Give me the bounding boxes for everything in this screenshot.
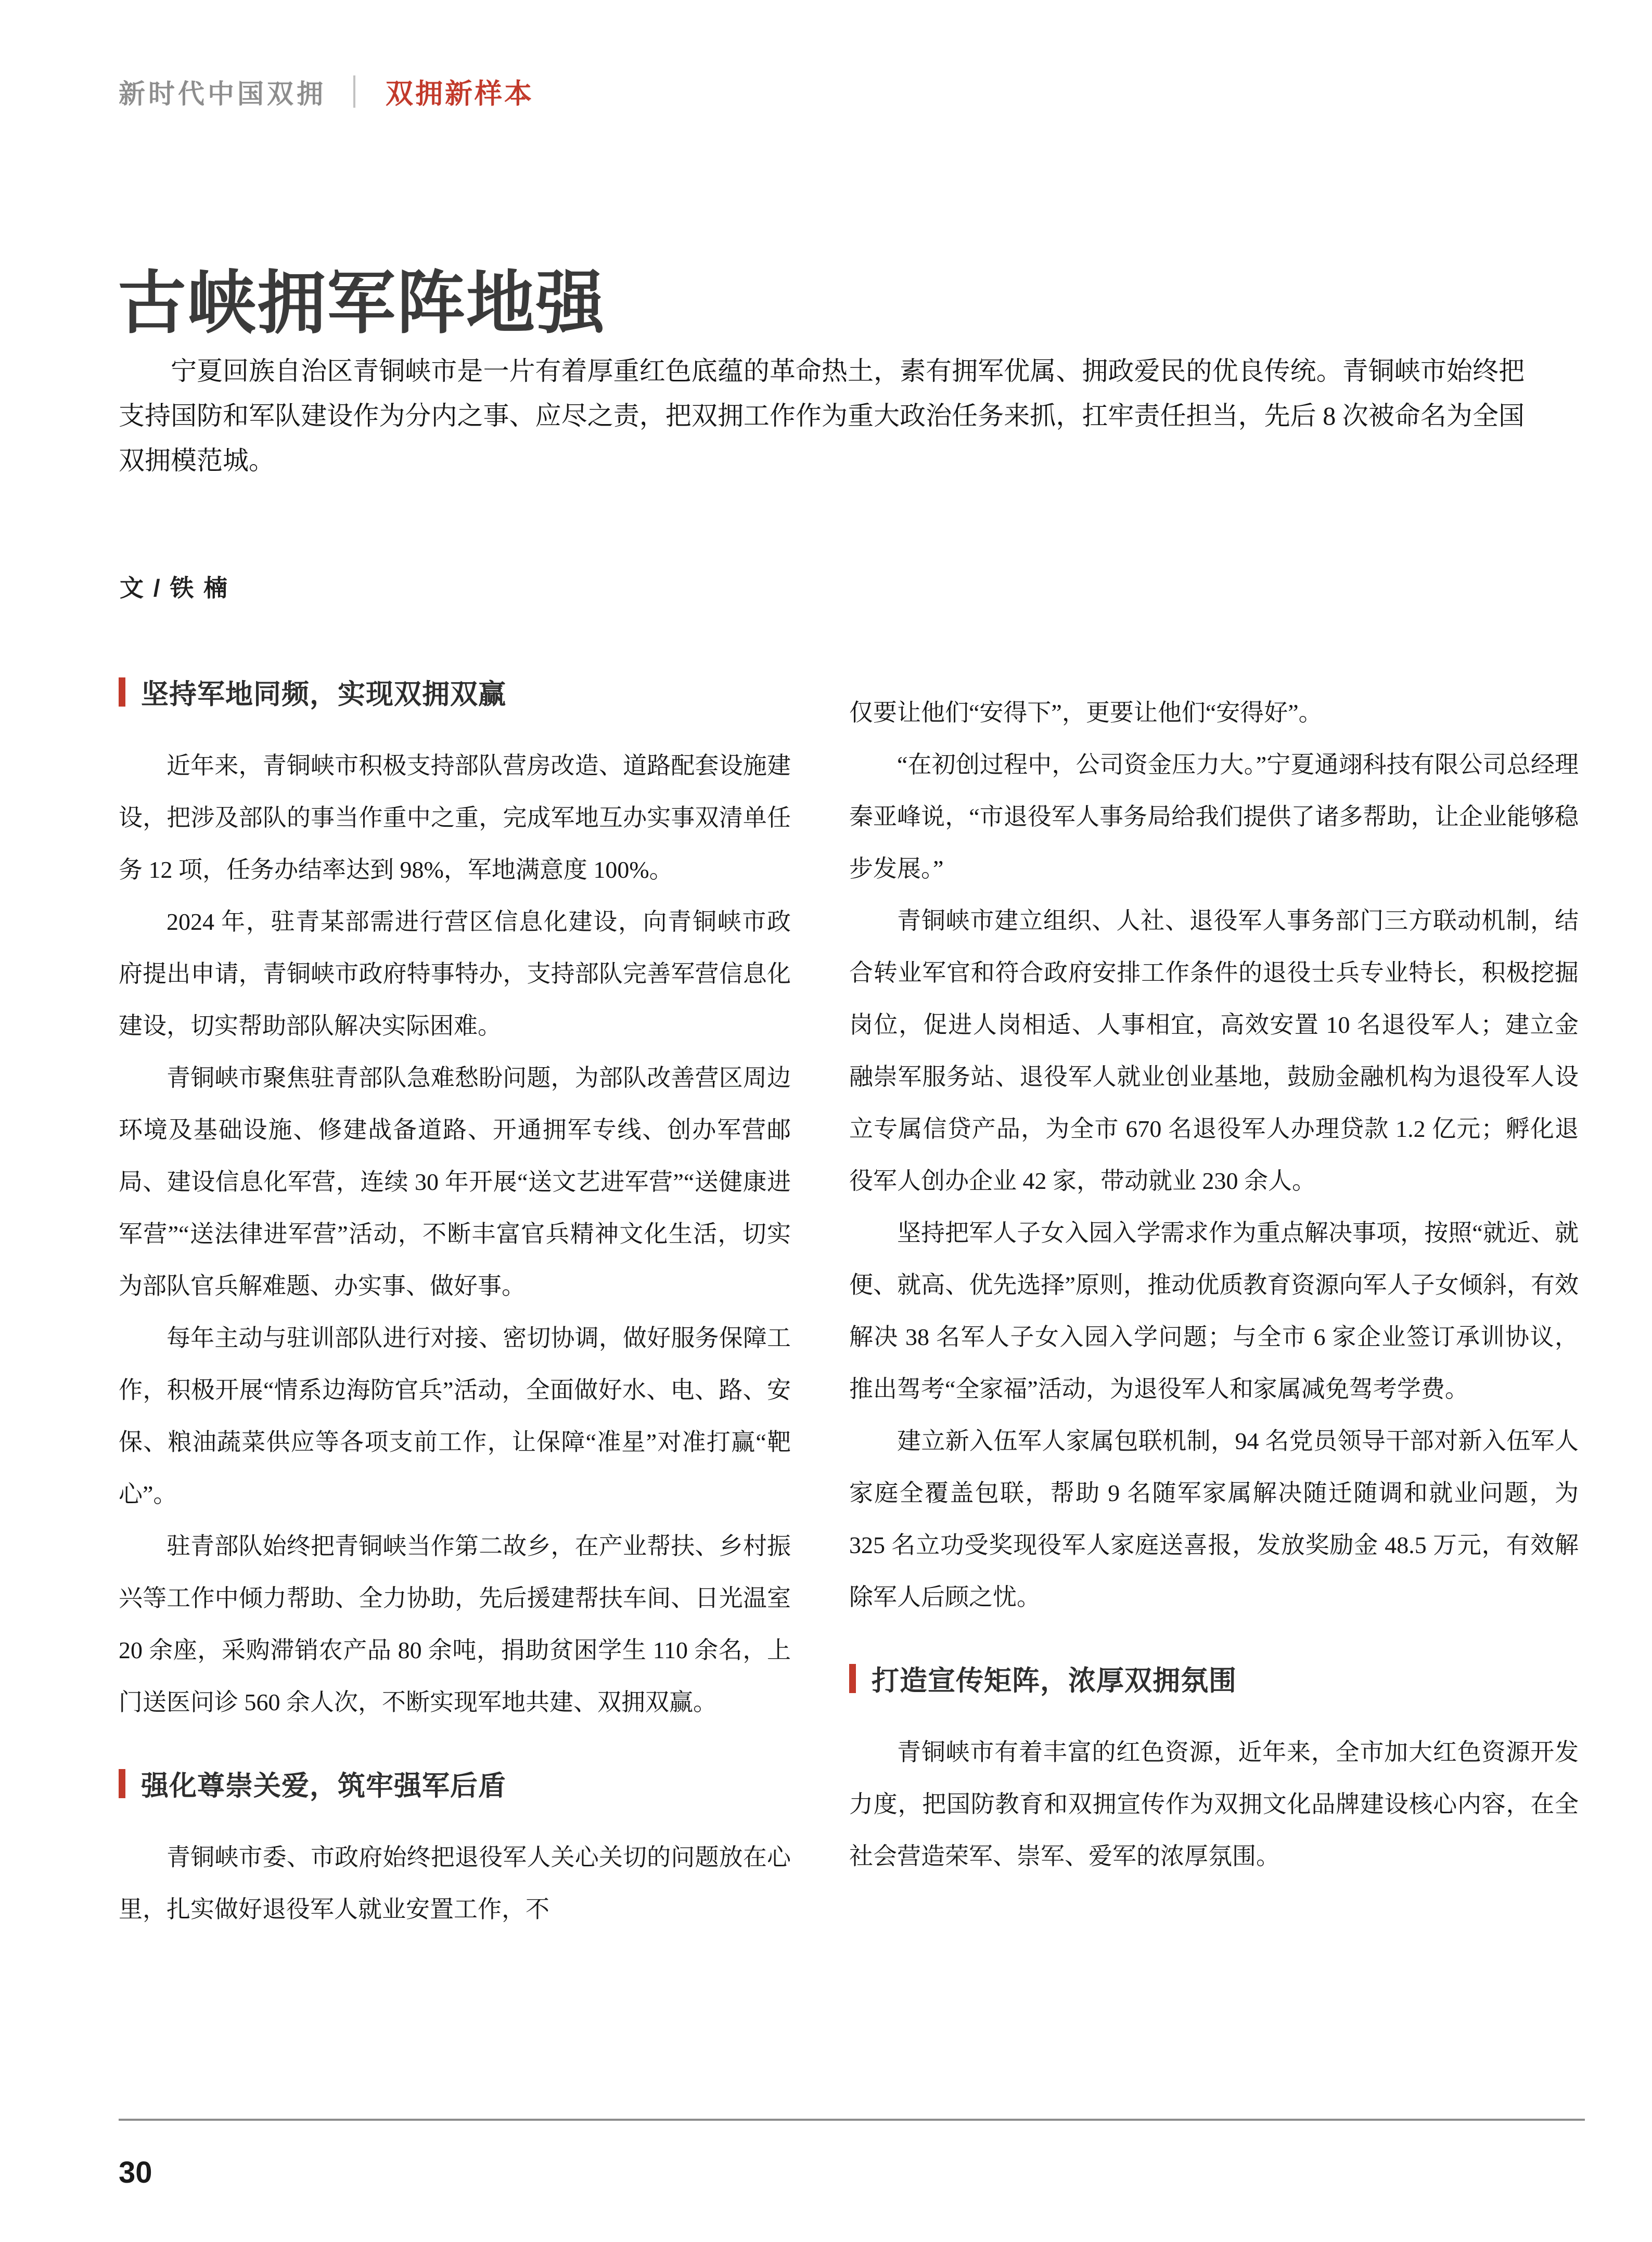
article-byline: 文 / 铁 楠 [120, 574, 229, 601]
body-paragraph-continuation: 仅要让他们“安得下”，更要让他们“安得好”。 [849, 699, 1323, 726]
body-paragraph: 建立新入伍军人家属包联机制，94 名党员领导干部对新入伍军人家庭全覆盖包联，帮助 9 名随军家属解决随迁随调和就业问题，为 325 名立功受奖现役军人家庭送喜报，发放奖励金 48.5 万元，有效解除军人后顾之忧。 [849, 1428, 1579, 1610]
body-paragraph: 近年来，青铜峡市积极支持部队营房改造、道路配套设施建设，把涉及部队的事当作重中之重，完成军地互办实事双清单任务 12 项，任务办结率达到 98%，军地满意度 100%。 [119, 752, 791, 883]
section-heading-3 [849, 1659, 1579, 1698]
body-paragraph: 青铜峡市建立组织、人社、退役军人事务部门三方联动机制，结合转业军官和符合政府安排工作条件的退役士兵专业特长，积极挖掘岗位，促进人岗相适、人事相宜，高效安置 10 名退役军人；建立金融崇军服务站、退役军人就业创业基地，鼓励金融机构为退役军人设立专属信贷产品，为全市 670 名退役军人办理贷款 1.2 亿元；孵化退役军人创办企业 42 家，带动就业 230 余人。 [849, 907, 1579, 1194]
body-paragraph: 坚持把军人子女入园入学需求作为重点解决事项，按照“就近、就便、就高、优先选择”原则，推动优质教育资源向军人子女倾斜，有效解决 38 名军人子女入园入学问题；与全市 6 家企业签订承训协议，推出驾考“全家福”活动，为退役军人和家属减免驾考学费。 [849, 1220, 1579, 1402]
header-kicker: 新时代中国双拥 [119, 79, 327, 109]
section-heading-2 [119, 1764, 791, 1803]
body-paragraph: 青铜峡市委、市政府始终把退役军人关心关切的问题放在心里，扎实做好退役军人就业安置工作，不 [119, 1844, 791, 1923]
column-left [119, 672, 791, 1936]
heading-accent-bar [119, 1769, 125, 1798]
article-title: 古峡拥军阵地强 [118, 265, 606, 342]
footer-rule [119, 2119, 1585, 2121]
heading-accent-bar [849, 1664, 856, 1693]
section-heading-3-text: 打造宣传矩阵，浓厚双拥氛围 [872, 1666, 1237, 1696]
page-header [119, 72, 534, 111]
body-paragraph: 每年主动与驻训部队进行对接、密切协调，做好服务保障工作，积极开展“情系边海防官兵”活动，全面做好水、电、路、安保、粮油蔬菜供应等各项支前工作，让保障“准星”对准打赢“靶心”。 [119, 1325, 791, 1507]
section-heading-1 [119, 672, 791, 712]
heading-accent-bar [119, 677, 125, 707]
body-paragraph: 青铜峡市有着丰富的红色资源，近年来，全市加大红色资源开发力度，把国防教育和双拥宣传作为双拥文化品牌建设核心内容，在全社会营造荣军、崇军、爱军的浓厚氛围。 [849, 1739, 1579, 1869]
section-heading-2-text: 强化尊崇关爱，筑牢强军后盾 [141, 1771, 506, 1801]
body-paragraph: 驻青部队始终把青铜峡当作第二故乡，在产业帮扶、乡村振兴等工作中倾力帮助、全力协助，先后援建帮扶车间、日光温室 20 余座，采购滞销农产品 80 余吨，捐助贫困学生 110 余名，上门送医问诊 560 余人次，不断实现军地共建、双拥双赢。 [119, 1533, 791, 1715]
header-divider-line [353, 75, 355, 108]
article-lede: 宁夏回族自治区青铜峡市是一片有着厚重红色底蕴的革命热土，素有拥军优属、拥政爱民的优良传统。青铜峡市始终把支持国防和军队建设作为分内之事、应尽之责，把双拥工作作为重大政治任务来抓，扛牢责任担当，先后 8 次被命名为全国双拥模范城。 [119, 356, 1525, 475]
body-paragraph: “在初创过程中，公司资金压力大。”宁夏通翊科技有限公司总经理秦亚峰说，“市退役军人事务局给我们提供了诸多帮助，让企业能够稳步发展。” [849, 751, 1579, 882]
body-paragraph: 青铜峡市聚焦驻青部队急难愁盼问题，为部队改善营区周边环境及基础设施、修建战备道路、开通拥军专线、创办军营邮局、建设信息化军营，连续 30 年开展“送文艺进军营”“送健康进军营”“送法律进军营”活动，不断丰富官兵精神文化生活，切实为部队官兵解难题、办实事、做好事。 [119, 1065, 791, 1299]
body-paragraph: 2024 年，驻青某部需进行营区信息化建设，向青铜峡市政府提出申请，青铜峡市政府特事特办，支持部队完善军营信息化建设，切实帮助部队解决实际困难。 [119, 908, 791, 1039]
section-heading-1-text: 坚持军地同频，实现双拥双赢 [141, 679, 506, 710]
header-section-label: 双拥新样本 [386, 79, 534, 109]
column-right [849, 687, 1579, 1882]
page-number: 30 [119, 2156, 152, 2189]
